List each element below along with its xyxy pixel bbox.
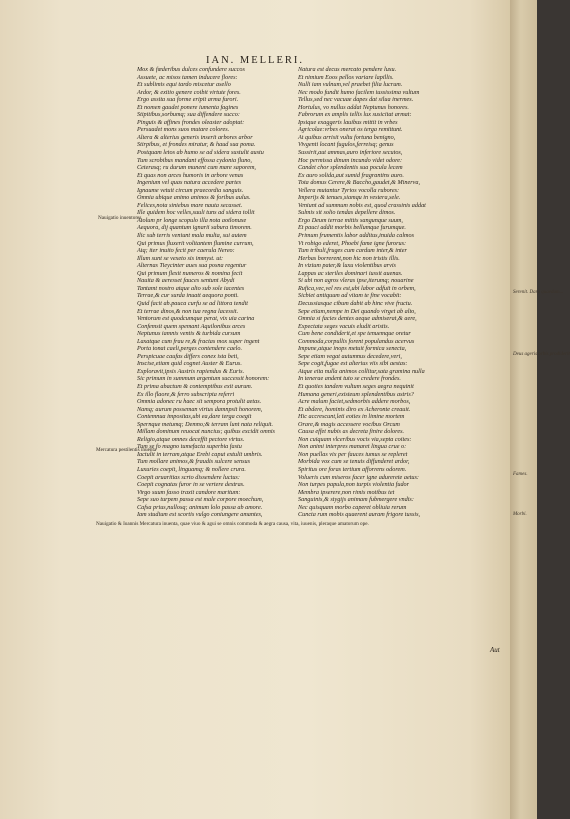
verse-line: Sussirit,aut ammas,auro inferiore secutos, [298,149,403,157]
verse-line: Et prima abactum & contemptibus exit aurum. [137,382,253,390]
verse-line: Sepe suo turpem passa est male corpore moechum, [137,496,264,504]
verse-line: Hic accrescunt,leti eoties in limine mortem [298,413,405,421]
verse-line: Omnia ubique animo animos & foribus aulus. [137,194,251,202]
verse-line: Tum mollare animos,& fraudis sulcere sensus [137,458,250,466]
verse-line: Rufica,vec,vel res est,ubi labor adfuit in orbem, [298,284,416,292]
verse-line: Et terrae dinos,& non tua regna lacessit. [137,307,239,315]
verse-line: Millam dominum reuocat nuncius; quibus excidit omnis [137,428,275,436]
right-verse-column [298,66,488,519]
verse-line: Spiritus ore foras tertium afforrens odorem. [298,465,407,473]
verse-line: In vizium pater,& luxu violentibus arvis [298,262,396,270]
verse-line: Imperijs & tenues,siamqu in vestera,sele. [298,194,401,202]
verse-line: Primum frumentis labor additus,inuida calmos [298,232,415,240]
verse-line: Neptunus iamnis ventis & turbida cursum [137,330,241,338]
verse-line: Altera & alterius generis inserit arbores arbor [137,133,253,141]
margin-note-mercatura: Mercatura pestilentis inuenta [96,447,157,453]
verse-line: Tum scrobibus mandant effossa cydonia fluno, [137,156,252,164]
verse-line: Sicbiet antiquum ad vitam te fine vocabit: [298,292,402,300]
verse-line: Postquam letos ab humo se ad sidera sustulit austu [137,149,264,157]
verse-line: Non cuiquam vlceribus vocis via,septa coites: [298,435,412,443]
verse-line: Luxuries coepit, linguamq; & nollere crura. [137,465,246,473]
verse-line: At quibus arrisit vultu fortuna benigno, [298,133,396,141]
verse-line: Humana generi,existeum splendentibus astris? [298,390,414,398]
verse-line: In tenerae andent tuto se credere frondes. [298,375,401,383]
running-header: IAN. MELLERI. [205,55,305,66]
verse-line: Tum se fo magno tumefacta superbia fastu [137,443,242,451]
verse-line: Iactulit in terram,atque Erebi caput extulit umbris. [137,450,263,458]
verse-line: Nec quisquam morbo caperet obliuia rerum [298,503,407,511]
verse-line: Ilic sub terris veniunt mala multa, sui autem [137,232,247,240]
verse-line: Virgo suum fasso traxit candore maritum: [137,488,241,496]
verse-line: Stipitibus,sorbumq; sua diffendere succo: [137,111,240,119]
verse-line: Spernque metumq; Demno;& terram lunt nata reliquit. [137,420,274,428]
verse-line: Causa effet nubis as decreta finire dolores. [298,428,405,436]
verse-line: Coepit aruaritias scrto dissendere luctus: [137,473,240,481]
verse-line: Fabrorum ex amplis tellis lux susicitat armat: [298,111,412,119]
verse-line: Natura est decus mercato pendere luxu. [298,66,397,73]
verse-line: Ipsique exaggeris lauibus mittit in vrbes [298,118,398,126]
verse-line: Et quas non arces humoris in arbore venas [137,171,244,179]
verse-line: Sepe cogit,fugae est alterius viis sibi aestas: [298,360,408,368]
verse-line: Aequora, dij quantum ignarii sabura timorem. [137,224,252,232]
verse-line: Ventorum est quodcumque perat, vix uia carina [137,315,255,323]
verse-line: Qui primus fluxerit volitantem flumine currum, [137,239,254,247]
verse-line: Veniunt ad summum nobis est, quod crassinis addat [298,201,426,209]
verse-line: Expectata seges vacuis eludit aristis. [298,322,390,330]
verse-line: Decussiasque cibum dabit ab hinc vive fructu. [298,299,413,307]
verse-line: Cafsa prius,nullosq; animum lolo passa ab amore. [137,503,263,511]
verse-line: Hoc permissa dinum incundo videt odore: [298,156,403,164]
verse-line: Herbas borrerent,non hic non tristis illis. [298,254,400,262]
verse-line: Mox & fœderibus dulces confundere succos [137,66,245,73]
verse-line: Tantamt nostro atque alto sub sole iacentes [137,284,245,292]
verse-line: Atq; iter inuito fecit per caerula Nereo: [137,247,235,255]
verse-line: Vivgenti locant fugulos,ferreisq; genus [298,141,394,149]
verse-line: Ergo assita sua forme eripit arma furori. [137,96,239,104]
verse-line: Terrae,& cur surda inuatt aequora ponti. [137,292,239,300]
verse-line: Contemnua impositas,ubi ea,dare terga coegit [137,413,252,421]
verse-line: Tellus,sed nec vacuae dapes dat silua inermes. [298,96,414,104]
verse-line: Vt robigo ederet, Phoebi fame igne furorus: [298,239,407,247]
verse-line: Pinguis & affines frondes oleaster adoptat: [137,118,245,126]
verse-line: Membra ipserere,non rimis motibus tet [298,488,395,496]
verse-line: Coepit cognatas furor in se vertere dextras. [137,481,245,489]
verse-line: Laxatque cum frau re,& fractas mox super ingent [137,337,260,345]
verse-line: Alternas Tieycinter aues sua posna regentur [137,262,247,270]
verse-line: Non turpes papula,non turpis violentia fudor [298,481,410,489]
verse-line: Ommia adonec ru haec sit sempora protulit aetas. [137,398,262,406]
verse-line: Ardor, & exitio genere coibit virtute fores. [137,88,241,96]
verse-line: Cuncta rum mobis quaerent auram frigore tussis, [298,511,421,519]
verse-line: Qui primum flexit numeros & nomina fecit [137,269,243,277]
verse-line: Ergo Deum terrae mittis sangunque suum, [298,216,403,224]
fold-note-disease: Morbi. [513,512,527,517]
verse-line: Quid facit ab.pauca curfu se ad littora tendit [137,299,249,307]
verse-line: Agricolae:vrbes onerat os terga remittunt. [298,126,403,134]
verse-line: Et nomen gaudet ponere iumenta fagines [137,103,239,111]
verse-line: Exploravit,ipsis Austris rapiendus & Euris. [137,367,245,375]
verse-line: Namq; aurum posseman virtus damnpsit honorem, [137,405,263,413]
verse-line: Candet chor splendentis sua pocula lecem [298,164,403,172]
verse-line: Felices,nota siniebus mare nauta secasset. [137,201,243,209]
verse-line: Religio,atque omnes deceffit pectore virtus. [137,435,245,443]
verse-line: Illum sunt se vexeto sis immyst. ut: [137,254,224,262]
verse-line: Et pauci addit morbis bellumque furumque. [298,224,406,232]
verse-line: Commoda,corpullis forent populandus acervus [298,337,415,345]
verse-line: Assuete, ac misos tamen inducere flores: [137,73,238,81]
verse-line: Tum tribuli,fruges cum cardum inter,& inter [298,247,407,255]
verse-line: Ex illo flaore,& ferro subscripta referri [137,390,235,398]
verse-line: Nulli iam vulnum,vel praebet filia lucrum. [298,81,403,89]
catchword: Aut [490,646,500,654]
verse-line: Et quoties tandem vultum seges aegra nequinit [298,382,414,390]
verse-line: Nauita & aeresset fauces sentunt Abydi [137,277,235,285]
verse-line: Iam studium est scortis vulgo coniungere amantes, [137,511,263,519]
fold-note-famine: Fames. [513,472,528,477]
verse-line: Sanguinis,& stygijs animam fubmergere vndis: [298,496,414,504]
verse-line: Stirpibus, et frondes miratur, & haud sua poma. [137,141,256,149]
verse-line: Confemsit quem spemant Aquilonibus arces [137,322,246,330]
verse-line: Nec modo fundit humo facilem iussissima vultum [298,88,420,96]
verse-line: Orare,& magis accessere vocibus Orcum [298,420,400,428]
verse-line: Hortulus, vo nullus addat Neptunus honores. [298,103,409,111]
fold-note-2: Deus ageris orbis prodiderit [513,352,570,357]
adjacent-page-edge [510,0,570,819]
verse-line: Ceterasq; ru durum munent cum mare saporem, [137,164,256,172]
verse-line: Et sublimis equi tardo miscetur asello [137,81,231,89]
verse-line: Sulmis sit solio tendas depellere dimos. [298,209,396,217]
verse-line: Porta tonat caeli,perges contendere caelo. [137,345,243,353]
verse-line: Cum bene condiderit,et spe tenuemque oretur [298,330,411,338]
verse-line: Persuadet mons suos mutare colores. [137,126,230,134]
verse-line: Volueris cum miseros facer igne adurerete aetus: [298,473,419,481]
verse-line: Morbida vox cum se tenuis diffunderet ardor, [298,458,410,466]
left-verse-column [137,66,301,519]
verse-line: Si ubi non agros vleras ipse,iterumq; nouarine [298,277,414,285]
verse-line: Ingenium vel quas natura accedere partes [137,179,242,187]
verse-line: Ignaume vetuit circum praecordia sanguis. [137,186,244,194]
verse-line: Lappas ac steriles dominari iussit auenas. [298,269,403,277]
margin-note-navigation-mercatura: Nauigatio & Ioannis Mercatura inuenta, quae viuo & agui se omnis commoda & aegra causa, vita, iuuenis, pleraque amatorum ope. [96,521,369,527]
margin-note-navigation: Nauigatio inuentores [98,215,142,221]
verse-line: Omnia si facies dentes aeque admiserat,& aere, [298,315,417,323]
verse-line: Sepe etiam,nempe in Dei quando virget ab alto, [298,307,416,315]
verse-line: Sic primum in summum argentum successit honorem: [137,375,270,383]
verse-line: Inscise,etiam quid cognet Auster & Eurus. [137,360,242,368]
verse-line: Sepe etiam vegat autumnus decedere,veri, [298,352,402,360]
verse-line: Ille quidem hoc velles,suuli tuns ad sidera tollit [137,209,255,217]
verse-line: Et abdere, hominis diro ex Acheronte creauit. [298,405,411,413]
verse-line: Non puellas vix per fauces iumus se repleret [298,450,408,458]
verse-line: Ex auro solida,aut sumid fragrantins auro. [298,171,404,179]
verse-line: Non animi interpres manaret lingua crue o: [298,443,407,451]
verse-line: Atque eita nulla animos collitur,sata gramina nulla [298,367,425,375]
verse-line: Acre malum faciet,sedmorbis addere morbos, [298,398,411,406]
verse-line: Et nimium Eoos pellos variare lapillis. [298,73,394,81]
verse-line: Perspicuae caufas differs conex ista beti, [137,352,239,360]
verse-line: Vellera mutantur Tyrios vocolla rubores: [298,186,400,194]
verse-line: Impune,atque inops metuit formica senecta, [298,345,407,353]
verse-line: Tota domus Cerere,& Baccho,gaudet,& Minerva, [298,179,421,187]
fold-note-1: Serenit. Dara quaedam... [513,290,564,295]
verse-line: Atolum pr longe scopulo illa nota aotlonuxe [137,216,247,224]
